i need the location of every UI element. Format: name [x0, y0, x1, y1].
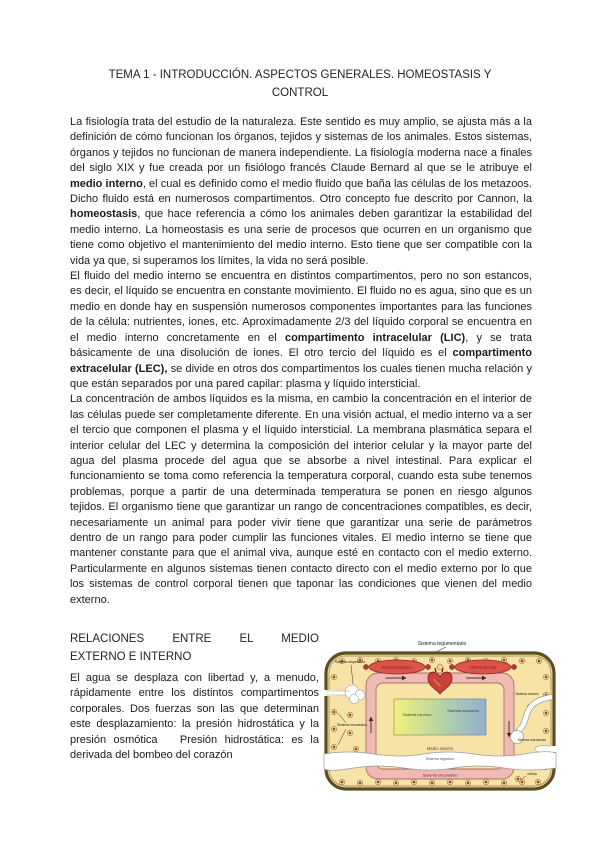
figure-label-celula: célula: [527, 772, 537, 776]
section-paragraph: El agua se desplaza con libertad y, a menudo, rápidamente entre los distintos compartimentos corporales. Dos fuerzas son las que determinan este desplazamiento: la presión hidrostática y la presión osmótica Presión hidrostática: es la derivada del bombeo del corazón: [70, 672, 319, 762]
section-heading: [70, 631, 319, 666]
digestive-band: [324, 752, 556, 771]
body-systems-diagram: [320, 637, 560, 795]
figure-label-digestivo: Sistema digestivo: [425, 757, 455, 761]
figure-label-circulatorio: Sistema circulatorio: [422, 772, 458, 778]
body-systems-figure: [320, 637, 560, 795]
figure-label-medio-interno: Medio interno: [426, 746, 454, 751]
figure-label-inmunitario: Sistema inmunitario: [337, 723, 367, 727]
paragraph-2: El fluido del medio interno se encuentra en distintos compartimentos, pero no son estancos, es decir, el líquido se encuentra en constante movimiento. El fluido no es agua, sino que es un medio en donde hay en suspensión numerosos componentes importantes para las funciones de la célula: nutrientes, iones, etc. Aproximadamente 2/3 del líquido corporal se encuentra en el medio interno concretamente en el compartimento intracelular (LIC), y se trata básicamente de una disolución de iones. El otro tercio del líquido es el compartimento extracelular (LEC), se divide en otros dos compartimentos los cuales tienen mucha relación y que están separados por una pared capilar: plasma y líquido intersticial.: [70, 270, 532, 390]
paragraph-3: La concentración de ambos líquidos es la misma, en cambio la concentración en el interior de las células puede ser completamente diferente. En una visión actual, el medio interno va a ser el tercio que componen el plasma y el líquido intersticial. La membrana plasmática separa el interior celular del LEC y determina la composición del interior celular y la mayor parte del agua del plasma procede del agua que se absorbe a nivel intestinal. Para explicar el funcionamiento se toma como referencia la temperatura corporal, cuando esta sube tenemos problemas, porque a partir de una determinada temperatura se ponen en riesgo algunos tejidos. El organismo tiene que garantizar un rango de concentraciones compatibles, es decir, necesariamente un animal para poder vivir tiene que garantizar una serie de parámetros dentro de un rango para poder cumplir las funciones vitales. El medio interno se tiene que mantener constante para que el animal viva, aunque esté en contacto con el medio externo. Particularmente en algunos sistemas tienen contacto directo con el medio externo por lo que los sistemas de control corporal tienen que taponar las condiciones que vienen del medio externo.: [70, 393, 532, 606]
body-text: [70, 115, 532, 608]
section-relaciones: [70, 631, 319, 763]
figure-label-nervioso: Sistema nervioso: [402, 713, 432, 717]
page-title: TEMA 1 - INTRODUCCIÓN. ASPECTOS GENERALES. HOMEOSTASIS Y CONTROL: [108, 69, 492, 99]
nervous-endocrine-box: [394, 699, 486, 735]
section-heading-line2: EXTERNO E INTERNO: [70, 650, 192, 663]
figure-label-endocrino: Sistema endocrino: [447, 709, 479, 713]
figure-label-reproductor: Sistema reproductor: [517, 738, 547, 742]
figure-label-sistema-muscular: Sistema muscular: [469, 665, 497, 670]
figure-label-musculo-esqueletico: Músculo esquelético: [381, 665, 413, 670]
figure-label-tegumentario: Sistema tegumentario: [417, 641, 467, 647]
figure-label-urinario: Sistema urinario: [515, 692, 539, 696]
paragraph-1: La fisiología trata del estudio de la naturaleza. Este sentido es muy amplio, se ajusta más a la definición de cómo funcionan los órganos, tejidos y sistemas de los animales. Estos sistemas, órganos y tejidos no funcionan de manera independiente. La fisiología moderna nace a finales del siglo XIX y fue creada por un fisiólogo francés Claude Bernard al que se le atribuye el medio interno, el cual es definido como el medio fluido que baña las células de los metazoos. Dicho fluido está en numerosos compartimentos. Otro concepto fue descrito por Cannon, la homeostasis, que hace referencia a cómo los animales deben garantizar la estabilidad del medio interno. La homeostasis es una serie de procesos que ocurren en un organismo que tiene como objetivo el mantenimiento del medio interno. Esto tiene que ser compatible con la vida ya que, si superamos los límites, la vida no será posible.: [70, 116, 532, 267]
figure-label-respiratorio: Sistema respiratorio: [334, 660, 366, 664]
section-heading-line1: RELACIONES ENTRE EL MEDIO: [70, 633, 319, 645]
